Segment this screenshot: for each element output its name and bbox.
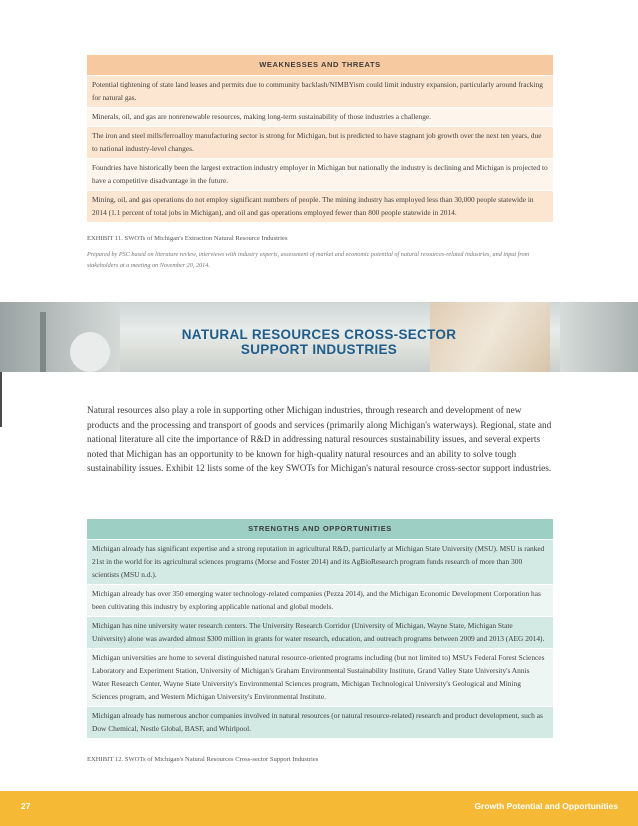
- section-title-line: NATURAL RESOURCES CROSS-SECTOR: [181, 327, 457, 342]
- table-row: Michigan universities are home to several distinguished natural resource-oriented programs including (but not limited to) MSU's Federal Forest Sciences Laboratory and Experiment Station, University of Michigan's Graham Environmental Sustainability Institute, Grand Valley State University's Annis Water Research Center, Wayne State University's Environmental Sciences program, Michigan Technological University's Geological and Mining Sciences program, and Western Michigan University's Environmental Institute.: [87, 648, 553, 706]
- strengths-opportunities-table: [87, 519, 553, 738]
- weaknesses-threats-table: [87, 55, 553, 222]
- page-footer: [0, 791, 638, 826]
- table-row: Potential tightening of state land leases and permits due to community backlash/NIMBYism could limit industry expansion, particularly around fracking for natural gas.: [87, 75, 553, 107]
- body-paragraph: Natural resources also play a role in supporting other Michigan industries, through research and development of new products and the processing and transport of goods and services (primarily along Michigan's waterways). Regional, state and national literature all cite the importance of R&D in addressing natural resources sustainability issues, and several experts noted that Michigan has an opportunity to be known for high-quality natural resources and an ability to solve tough sustainability issues. Exhibit 12 lists some of the key SWOTs for Michigan's natural resource cross-sector support industries.: [87, 406, 552, 474]
- table-row: The iron and steel mills/ferroalloy manufacturing sector is strong for Michigan, but is predicted to have stagnant job growth over the next ten years, due to national industry-level changes.: [87, 126, 553, 158]
- table-row: Michigan has nine university water research centers. The University Research Corridor (University of Michigan, Wayne State, Michigan State University) alone was awarded almost $300 million in grants for water research, education, and outreach programs between 2009 and 2013 (AEG 2014).: [87, 616, 553, 648]
- section-title: [0, 327, 638, 357]
- table-row: Michigan already has significant expertise and a strong reputation in agricultural R&D, particularly at Michigan State University (MSU). MSU is ranked 21st in the world for its agricultural sciences programs (Morse and Foster 2014) and its AgBioResearch program funds research of more than 300 scientists (MSU n.d.).: [87, 539, 553, 584]
- section-title-line: SUPPORT INDUSTRIES: [240, 342, 398, 357]
- exhibit-11-source-note: Prepared by PSC based on literature review, interviews with industry experts, assessment of market and economic potential of natural resources-related industries, and input from stakeholders at a meeting on November 20, 2014.: [87, 251, 530, 269]
- table-row: Michigan already has over 350 emerging water technology-related companies (Pezza 2014), and the Michigan Economic Development Corporation has been cultivating this industry by exploring applicable national and global models.: [87, 584, 553, 616]
- footer-section-title: Growth Potential and Opportunities: [474, 801, 618, 811]
- table-row: Foundries have historically been the largest extraction industry employer in Michigan but nationally the industry is declining and Michigan is projected to have a competitive disadvantage in the future.: [87, 158, 553, 190]
- margin-rule: [0, 372, 2, 427]
- table-row: Minerals, oil, and gas are nonrenewable resources, making long-term sustainability of those industries a challenge.: [87, 107, 553, 126]
- exhibit-11-caption: EXHIBIT 11. SWOTs of Michigan's Extraction Natural Resource Industries: [87, 235, 288, 242]
- table-row: Michigan already has numerous anchor companies involved in natural resources (or natural resource-related) research and product development, such as Dow Chemical, Nestle Global, BASF, and Whirlpool.: [87, 706, 553, 738]
- exhibit-12-caption: EXHIBIT 12. SWOTs of Michigan's Natural Resources Cross-sector Support Industries: [87, 756, 319, 763]
- table-header: STRENGTHS AND OPPORTUNITIES: [87, 519, 553, 539]
- table-row: Mining, oil, and gas operations do not employ significant numbers of people. The mining industry has employed less than 30,000 people statewide in 2014 (1.1 percent of total jobs in Michigan), and oil and gas operations employed fewer than 800 people statewide in 2014.: [87, 190, 553, 222]
- page-number: 27: [21, 801, 31, 811]
- section-banner: [0, 302, 638, 372]
- table-header: WEAKNESSES AND THREATS: [87, 55, 553, 75]
